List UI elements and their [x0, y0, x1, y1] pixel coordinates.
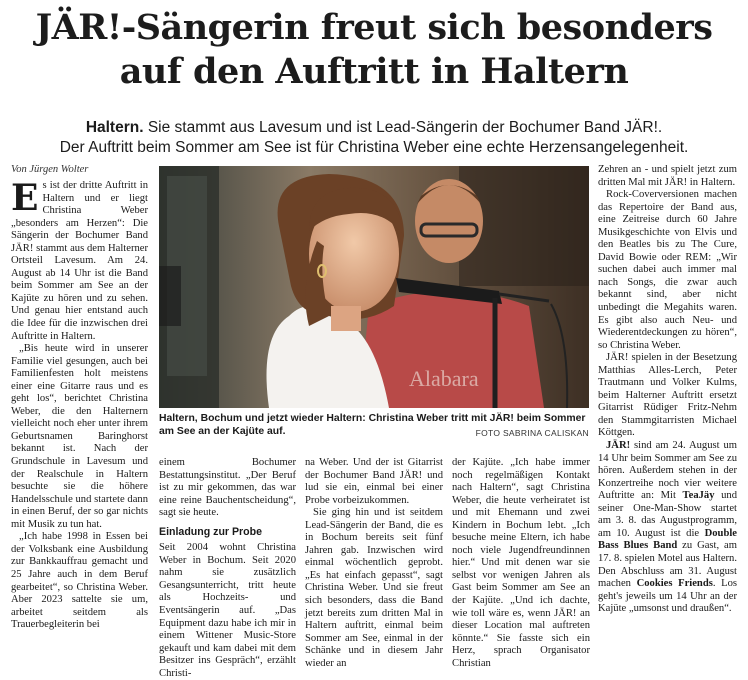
- photo-credit: FOTO SABRINA CALISKAN: [475, 428, 589, 438]
- subhead-line-1: [0, 118, 748, 138]
- article-subhead: [0, 118, 748, 158]
- subhead-line-1-text: Sie stammt aus Lavesum und ist Lead-Sängerin der Bochumer Band JÄR!.: [143, 119, 663, 136]
- band-name: JÄR!: [606, 440, 631, 452]
- headline-line-1: JÄR!-Sängerin freut sich besonders: [35, 7, 713, 48]
- paragraph: [598, 440, 737, 616]
- drop-cap: E: [11, 177, 39, 219]
- paragraph: „Bis heute wird in unserer Familie viel gesungen, auch bei Familienfesten holt meistens einer eine Gitarre raus und es geht los“, berichtet Christina Weber, die den Halternern vielleicht noch eher unter ihrem Geburtsnamen Baringhorst bekannt ist. Nach der Grundschule in Lavesum und der Realschule in Haltern besuchte sie die höhere Handelsschule und startete dann in einen Beruf, der so gar nichts mit Musik zu tun hat.: [11, 343, 148, 530]
- section-subtitle: Einladung zur Probe: [159, 525, 262, 538]
- paragraph: s ist der dritte Auftritt in Haltern und er liegt Christina Weber „besonders am Herzen“: Die Sängerin der Bochumer Band JÄR! stammt aus dem Halterner Ortsteil Lavesum. Am 24. August ab 14 Uhr ist die Band beim Sommer am See an der Kajüte zu hören und zu sehen. Und genau hier entstand auch die Idee für die inzwischen drei Auftritte in Haltern.: [11, 180, 148, 342]
- subhead-line-2: Der Auftritt beim Sommer am See ist für Christina Weber eine echte Herzensangelegenheit.: [59, 139, 689, 156]
- paragraph: der Kajüte. „Ich habe immer noch regelmäßigen Kontakt nach Haltern“, sagt Christina Weber, die heute verheiratet ist und mit Ehemann und zwei Kindern in Bochum lebt. „Ich besuche meine Eltern, ich habe noch viele Jugendfreundinnen hier.“ Und mit denen war sie selbst vor wenigen Jahren als Gast beim Sommer am See an der Kajüte. „Und ich dachte, wie toll wäre es, wenn JÄR! an dieser Location mal auftreten könnte.“ Sie fasste sich ein Herz, sprach Organisator Christian: [452, 457, 590, 669]
- headline-line-2: auf den Auftritt in Haltern: [119, 51, 629, 92]
- text-run: zu Gast, am 17. 8. spielen Motel aus Haltern. Den Abschluss am 31. August machen: [598, 540, 737, 590]
- paragraph: einem Bochumer Bestattungsinstitut. „Der Beruf ist zu mir gekommen, das war eine reine Bauchentscheidung“, sagt sie heute.: [159, 457, 296, 519]
- paragraph: JÄR! spielen in der Besetzung Matthias Alles-Lerch, Peter Trautmann und Volker Kulms, beim Halterner Auftritt ersetzt Gitarrist Rüdiger Fritz-Nehm den Stammgitarristen Michael Köttgen.: [598, 352, 737, 439]
- paragraph: Seit 2004 wohnt Christina Weber in Bochum. Seit 2020 nahm sie zusätzlich Gesangsunterricht, tritt heute als Hochzeits- und Eventsängerin auf. „Das Equipment dazu habe ich mir in einem Wittener Music-Store gekauft und kam dabei mit dem Besitzer ins Gespräch“, erzählt Christi-: [159, 542, 296, 679]
- shirt-lettering: Alabara: [409, 366, 479, 391]
- paragraph: na Weber. Und der ist Gitarrist der Bochumer Band JÄR! und lud sie ein, einmal bei einer Probe vorbeizukommen.: [305, 457, 443, 506]
- paragraph: „Ich habe 1998 in Essen bei der Volksbank eine Ausbildung zur Bankkauffrau gemacht und 25 Jahre auch in dem Beruf gearbeitet“, so Christina Weber. Aber 2023 sattelte sie um, arbeitet seitdem als Trauerbegleiterin bei: [11, 531, 148, 631]
- artist-name: TeaJäy: [682, 490, 715, 502]
- paragraph: Rock-Coverversionen machen das Repertoire der Band aus, eine Zeitreise durch 60 Jahre Musikgeschichte von Elvis und den Beatles bis zu The Cure, David Bowie oder REM: „Wir suchen dabei auch immer mal nach Songs, die zwar auch bekannt sind, aber nicht unbedingt die Megahits waren. Es gibt also auch Neu- und Wiederentdeckungen zu hören“, so Christina Weber.: [598, 189, 737, 351]
- text-run: sind am 24. August um 14 Uhr beim Sommer am See zu hören. Außerdem stehen in der Konzertreihe noch vier weitere Auftritte an: Mit: [598, 440, 737, 502]
- paragraph: Zehren an - und spielt jetzt zum dritten Mal mit JÄR! in Haltern.: [598, 164, 737, 188]
- article-column-1: [11, 177, 148, 632]
- text-run: . Los geht's jeweils um 14 Uhr an der Kajüte „umsonst und draußen“.: [598, 578, 738, 615]
- byline: Von Jürgen Wolter: [11, 164, 89, 175]
- article-column-2: [159, 457, 296, 680]
- paragraph: Sie ging hin und ist seitdem Lead-Sängerin der Band, die es in Bochum bereits seit fünf Jahren gab. Inzwischen wird einmal wöchentlich geprobt. „Es hat einfach gepasst“, sagt Christina Weber. Und sie freut sich besonders, dass die Band jetzt bereits zum dritten Mal in Haltern auftritt, einmal beim Sommer am See, einmal in der Schänke und in diesem Jahr wieder an: [305, 507, 443, 669]
- article-headline: [0, 6, 748, 94]
- article-column-4: [452, 457, 590, 670]
- text-run: und seiner One-Man-Show startet am 3. 8. das Augustprogramm, am 10. August ist die: [598, 490, 738, 539]
- article-column-3: [305, 457, 443, 670]
- photo-caption: Haltern, Bochum und jetzt wieder Haltern: Christina Weber tritt mit JÄR! beim Sommer am See an der Kajüte auf.: [159, 413, 586, 437]
- artist-name: Double Bass Blues Band: [598, 527, 737, 552]
- artist-name: Cookies Friends: [636, 578, 713, 590]
- singer-photo-illustration: [159, 166, 589, 408]
- article-column-5: [598, 164, 737, 616]
- article-photo: [159, 166, 589, 408]
- subhead-location: Haltern.: [85, 119, 144, 136]
